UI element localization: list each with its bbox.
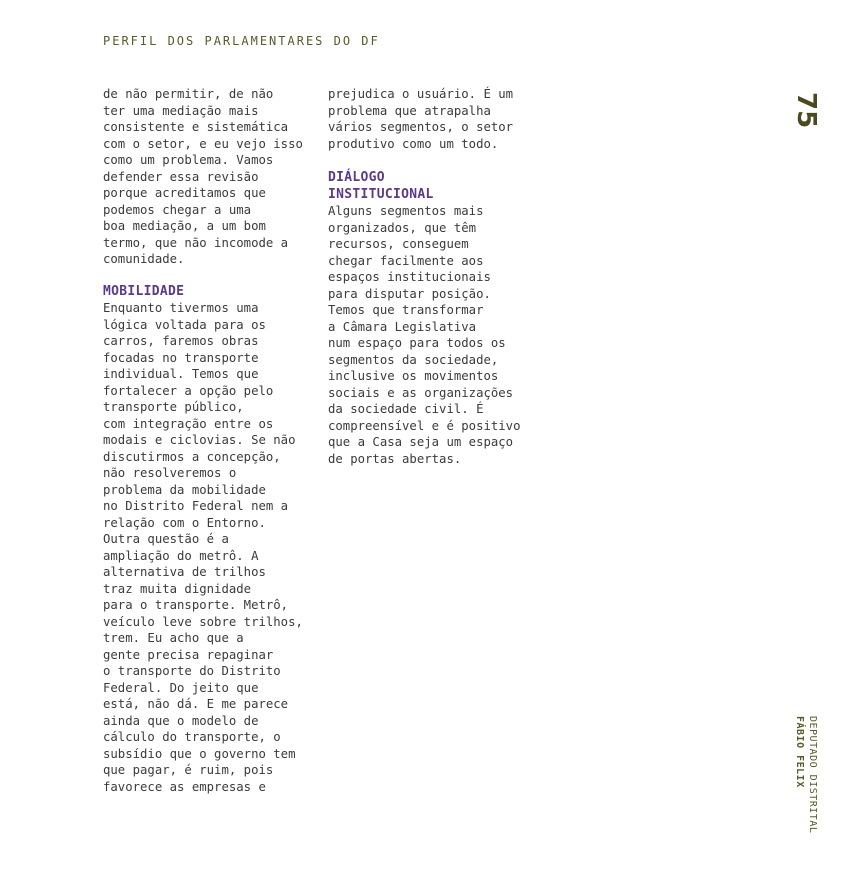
paragraph-dialogo-institucional: Alguns segmentos mais organizados, que têm recursos, conseguem chegar facilmente aos espaços institucionais para disputar posição. Temos que transformar a Câmara Legislativa num espaço para todos os segmentos da sociedade, inclusive os movimentos sociais e as organizações da sociedade civil. É compreensível e é positivo que a Casa seja um espaço de portas abertas. (328, 204, 521, 466)
text-column-right (328, 86, 542, 467)
paragraph-mobilidade: Enquanto tivermos uma lógica voltada para os carros, faremos obras focadas no transporte individual. Temos que fortalecer a opção pelo transporte público, com integração entre os modais e ciclovias. Se não discutirmos a concepção, não resolveremos o problema da mobilidade no Distrito Federal nem a relação com o Entorno. Outra questão é a ampliação do metrô. A alternativa de trilhos traz muita dignidade para o transporte. Metrô, veículo leve sobre trilhos, trem. Eu acho que a gente precisa repaginar o transporte do Distrito Federal. Do jeito que está, não dá. E me parece ainda que o modelo de cálculo do transporte, o subsídio que o governo tem que pagar, é ruim, pois favorece as empresas e (103, 301, 303, 794)
section-heading-dialogo-institucional: DIÁLOGO INSTITUCIONAL (328, 170, 434, 202)
side-label (793, 716, 819, 833)
text-column-left (103, 86, 317, 795)
section-heading-mobilidade: MOBILIDADE (103, 283, 185, 299)
paragraph-intro-left: de não permitir, de não ter uma mediação mais consistente e sistemática com o setor, e eu vejo isso como um problema. Vamos defender essa revisão porque acreditamos que podemos chegar a uma boa mediação, a um bom termo, que não incomode a comunidade. (103, 87, 303, 266)
page-number: 75 (791, 92, 821, 129)
side-label-role: DEPUTADO DISTRITAL (807, 716, 818, 834)
paragraph-intro-right: prejudica o usuário. É um problema que atrapalha vários segmentos, o setor produtivo como um todo. (328, 87, 514, 151)
running-head: PERFIL DOS PARLAMENTARES DO DF (103, 34, 380, 48)
side-label-name: FÁBIO FELIX (794, 716, 805, 788)
